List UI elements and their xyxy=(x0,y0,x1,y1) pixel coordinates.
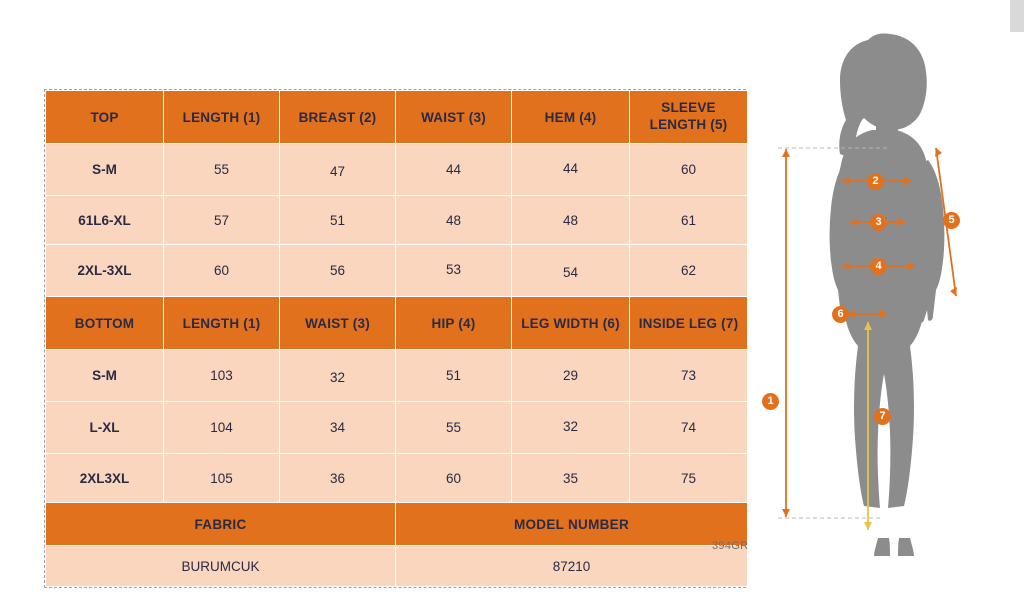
row-label-top-s-m: S-M xyxy=(46,144,164,196)
cell-top-2xl-3xl-waist: 53 xyxy=(396,245,512,297)
header-top-length: LENGTH (1) xyxy=(164,91,280,144)
table-row xyxy=(46,245,748,297)
cell-bottom-s-m-hip: 51 xyxy=(396,350,512,402)
cell-top-l-xl-sleeve: 61 xyxy=(630,196,748,245)
cell-bottom-2xl-3xl-hip: 60 xyxy=(396,454,512,503)
row-label-bottom-2xl-3xl: 2XL3XL xyxy=(46,454,164,503)
cell-bottom-l-xl-leg-width: 32 xyxy=(512,402,630,454)
badge-4-hip: 4 xyxy=(870,258,887,275)
header-fabric: FABRIC xyxy=(46,503,396,546)
cell-top-2xl-3xl-breast: 56 xyxy=(280,245,396,297)
value-model-number: 87210 xyxy=(396,546,748,587)
cell-top-2xl-3xl-hem: 54 xyxy=(512,245,630,297)
cell-bottom-2xl-3xl-inside-leg: 75 xyxy=(630,454,748,503)
cell-top-l-xl-waist: 48 xyxy=(396,196,512,245)
product-code-label: 394GR xyxy=(712,540,749,552)
page-edge-strip xyxy=(1010,0,1024,32)
badge-7-inside-leg: 7 xyxy=(874,408,891,425)
size-chart-table-container xyxy=(44,89,749,588)
cell-bottom-s-m-waist: 32 xyxy=(280,350,396,402)
badge-5-sleeve-length: 5 xyxy=(943,212,960,229)
badge-3-waist: 3 xyxy=(870,214,887,231)
cell-bottom-2xl-3xl-leg-width: 35 xyxy=(512,454,630,503)
header-top: TOP xyxy=(46,91,164,144)
table-row xyxy=(46,196,748,245)
cell-top-2xl-3xl-sleeve: 62 xyxy=(630,245,748,297)
cell-top-s-m-length: 55 xyxy=(164,144,280,196)
cell-top-l-xl-breast: 51 xyxy=(280,196,396,245)
measurement-figure xyxy=(760,18,1010,574)
cell-bottom-s-m-length: 103 xyxy=(164,350,280,402)
cell-top-s-m-hem: 44 xyxy=(512,144,630,196)
header-top-hem: HEM (4) xyxy=(512,91,630,144)
header-bottom-length: LENGTH (1) xyxy=(164,297,280,350)
badge-6-leg-width: 6 xyxy=(832,306,849,323)
cell-top-s-m-breast: 47 xyxy=(280,144,396,196)
row-label-bottom-s-m: S-M xyxy=(46,350,164,402)
cell-top-l-xl-hem: 48 xyxy=(512,196,630,245)
cell-bottom-s-m-inside-leg: 73 xyxy=(630,350,748,402)
cell-top-s-m-waist: 44 xyxy=(396,144,512,196)
female-silhouette-icon xyxy=(830,34,945,556)
cell-top-l-xl-length: 57 xyxy=(164,196,280,245)
row-label-top-2xl-3xl: 2XL-3XL xyxy=(46,245,164,297)
table-header-row-top xyxy=(46,91,748,144)
badge-1-total-length: 1 xyxy=(762,393,779,410)
table-header-row-bottom xyxy=(46,297,748,350)
table-row xyxy=(46,144,748,196)
header-top-waist: WAIST (3) xyxy=(396,91,512,144)
table-footer-header-row xyxy=(46,503,748,546)
cell-bottom-l-xl-length: 104 xyxy=(164,402,280,454)
header-bottom-hip: HIP (4) xyxy=(396,297,512,350)
header-top-sleeve-length: SLEEVE LENGTH (5) xyxy=(630,91,748,144)
cell-top-2xl-3xl-length: 60 xyxy=(164,245,280,297)
header-model-number: MODEL NUMBER xyxy=(396,503,748,546)
cell-bottom-2xl-3xl-length: 105 xyxy=(164,454,280,503)
table-row xyxy=(46,454,748,503)
header-bottom: BOTTOM xyxy=(46,297,164,350)
cell-bottom-2xl-3xl-waist: 36 xyxy=(280,454,396,503)
row-label-bottom-l-xl: L-XL xyxy=(46,402,164,454)
table-footer-value-row xyxy=(46,546,748,587)
row-label-top-l-xl: 61L6-XL xyxy=(46,196,164,245)
size-chart-table xyxy=(45,90,748,587)
cell-bottom-l-xl-hip: 55 xyxy=(396,402,512,454)
header-bottom-leg-width: LEG WIDTH (6) xyxy=(512,297,630,350)
table-row xyxy=(46,350,748,402)
value-fabric: BURUMCUK xyxy=(46,546,396,587)
header-bottom-waist: WAIST (3) xyxy=(280,297,396,350)
header-bottom-inside-leg: INSIDE LEG (7) xyxy=(630,297,748,350)
cell-bottom-l-xl-inside-leg: 74 xyxy=(630,402,748,454)
cell-top-s-m-sleeve: 60 xyxy=(630,144,748,196)
table-row xyxy=(46,402,748,454)
cell-bottom-l-xl-waist: 34 xyxy=(280,402,396,454)
badge-2-breast: 2 xyxy=(867,173,884,190)
cell-bottom-s-m-leg-width: 29 xyxy=(512,350,630,402)
header-top-breast: BREAST (2) xyxy=(280,91,396,144)
